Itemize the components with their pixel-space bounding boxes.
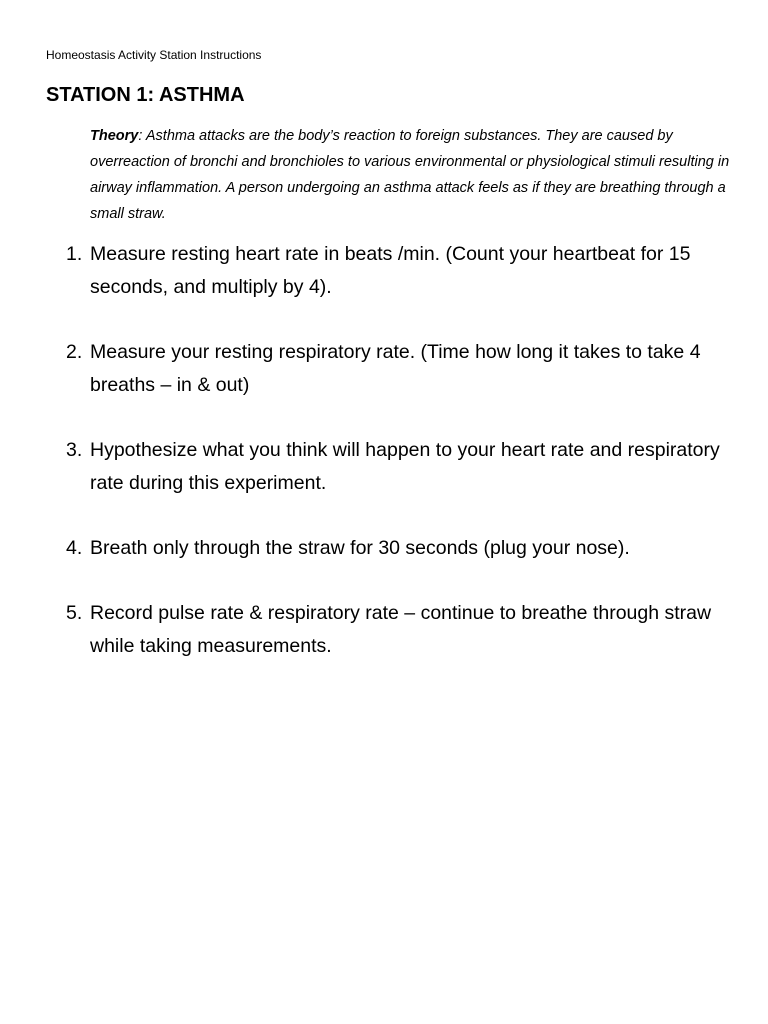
step-4 [66,532,730,565]
step-number: 3. [66,439,83,461]
step-number: 4. [66,537,83,559]
instruction-steps [66,238,730,695]
step-5 [66,597,730,663]
step-1 [66,238,730,304]
theory-text: : Asthma attacks are the body’s reaction to foreign substances. They are caused by overreaction of bronchi and bronchioles to various environmental or physiological stimuli resulting in airway inflammation. A person undergoing an asthma attack feels as if they are breathing through a small straw. [90,128,730,222]
step-text: Breath only through the straw for 30 seconds (plug your nose). [90,537,630,559]
step-3 [66,434,730,500]
step-text: Record pulse rate & respiratory rate – continue to breathe through straw while taking measurements. [90,602,712,657]
document-header: Homeostasis Activity Station Instructions [46,48,262,62]
step-text: Measure your resting respiratory rate. (Time how long it takes to take 4 breaths – in & out) [90,341,701,396]
theory-paragraph [90,123,730,227]
step-text: Measure resting heart rate in beats /min. (Count your heartbeat for 15 seconds, and multiply by 4). [90,243,691,298]
step-text: Hypothesize what you think will happen to your heart rate and respiratory rate during this experiment. [90,439,720,494]
step-number: 5. [66,602,83,624]
step-number: 1. [66,243,83,265]
step-number: 2. [66,341,83,363]
station-title: STATION 1: ASTHMA [46,84,245,106]
theory-label: Theory [90,128,139,144]
step-2 [66,336,730,402]
